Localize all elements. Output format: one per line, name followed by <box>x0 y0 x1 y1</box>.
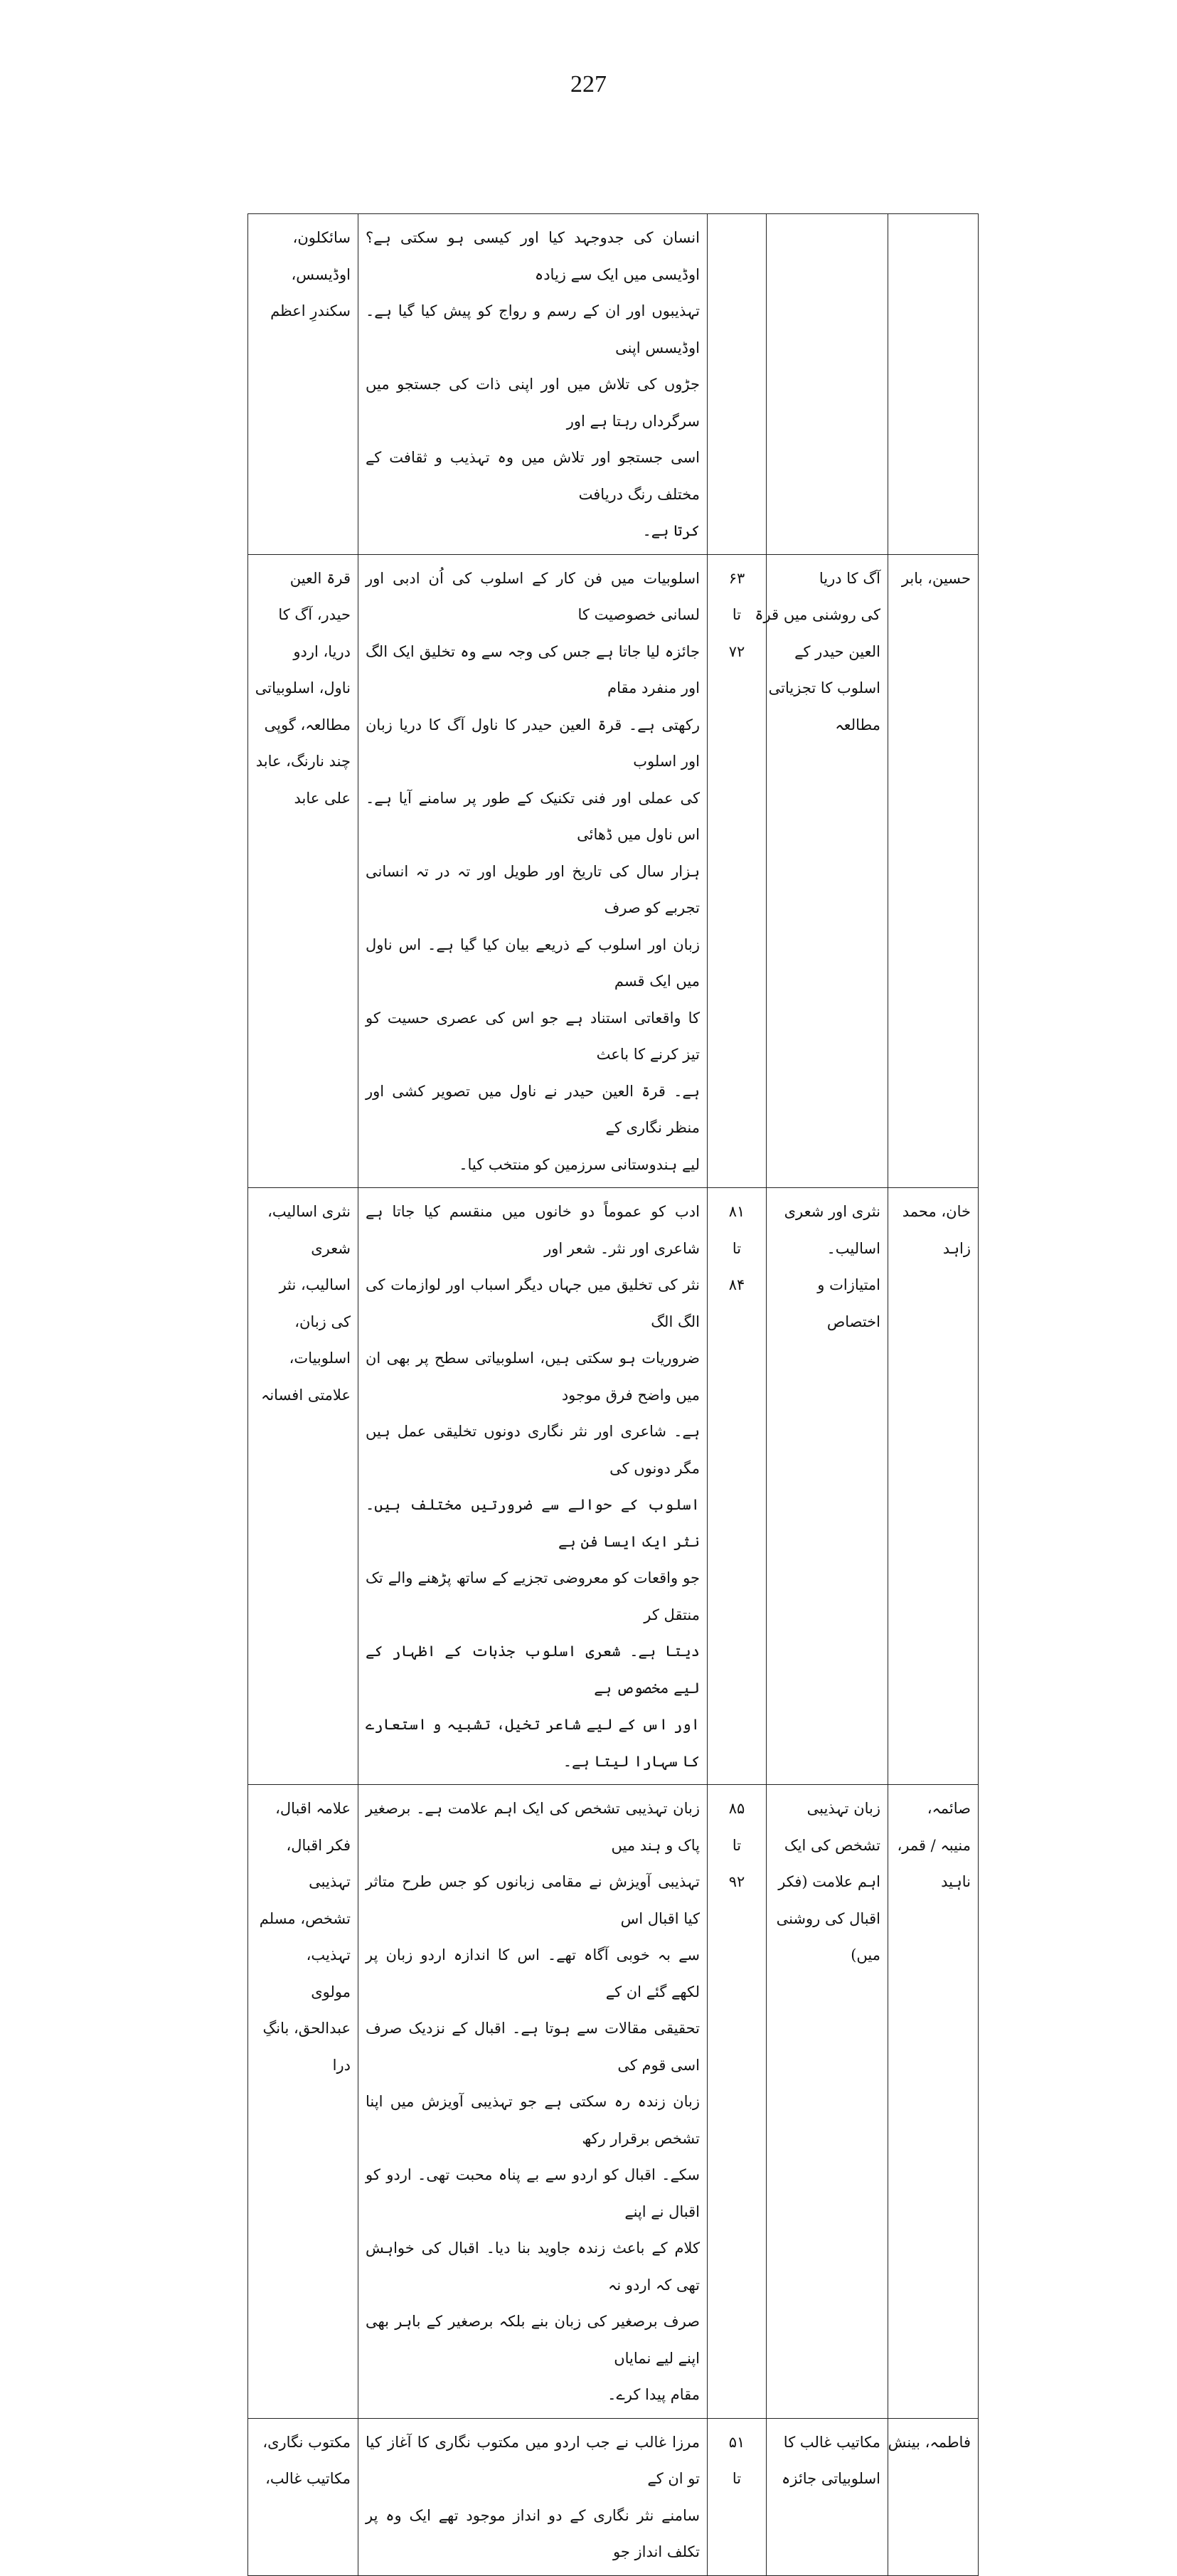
table-row <box>248 554 979 1188</box>
keywords-cell <box>248 1785 358 2419</box>
abstract-line: ہے۔ قرۃ العین حیدر نے ناول میں تصویر کشی اور منظر نگاری کے <box>366 1082 700 1136</box>
title-line: اسلوبیاتی جائزہ <box>782 2470 880 2487</box>
abstract-cell <box>358 1785 708 2419</box>
abstract-line: رکھتی ہے۔ قرۃ العین حیدر کا ناول آگ کا دریا زبان اور اسلوب <box>366 716 700 770</box>
abstract-line: اور اس کے لیے شاعر تخیل، تشبیہ و استعارے کا سہارا لیتا ہے۔ <box>366 1716 700 1770</box>
abstract-line: تحقیقی مقالات سے ہوتا ہے۔ اقبال کے نزدیک صرف اسی قوم کی <box>366 2020 700 2074</box>
abstract-line: کرتا ہے۔ <box>642 522 700 539</box>
abstract-line: جڑوں کی تلاش میں اور اپنی ذات کی جستجو میں سرگرداں رہتا ہے اور <box>366 376 700 430</box>
pages-line: ۶۳ <box>728 569 745 587</box>
title-line: اختصاص <box>826 1313 880 1330</box>
keywords-line: ناول، اسلوبیاتی <box>255 679 351 696</box>
abstract-cell <box>358 554 708 1188</box>
title-line: مکاتیب غالب کا <box>783 2433 880 2451</box>
keywords-line: شعری <box>311 1239 351 1257</box>
title-cell <box>767 1188 888 1785</box>
keywords-line: مکاتیب غالب، <box>265 2470 351 2487</box>
article-index-table <box>247 213 979 2576</box>
author-line: ناہید <box>941 1873 971 1890</box>
abstract-line: نثر کی تخلیق میں جہاں دیگر اسباب اور لوازمات کی الگ الگ <box>366 1276 700 1330</box>
keywords-line: علامتی افسانہ <box>261 1386 351 1404</box>
title-line: میں) <box>851 1946 880 1963</box>
keywords-line: چند نارنگ، عابد <box>255 753 351 770</box>
abstract-cell <box>358 1188 708 1785</box>
keywords-line: قرۃ العین <box>289 569 351 587</box>
abstract-line: ہے۔ شاعری اور نثر نگاری دونوں تخلیقی عمل ہیں مگر دونوں کی <box>366 1423 700 1477</box>
title-line: اہم علامت (فکر <box>778 1873 880 1890</box>
keywords-line: فکر اقبال، <box>286 1836 351 1854</box>
abstract-line: اسی جستجو اور تلاش میں وہ تہذیب و ثقافت کے مختلف رنگ دریافت <box>366 449 700 503</box>
abstract-cell <box>358 2418 708 2575</box>
abstract-line: تہذیبوں اور ان کے رسم و رواج کو پیش کیا گیا ہے۔ اوڈیسس اپنی <box>366 302 700 356</box>
abstract-line: اسلوبیات میں فن کار کے اسلوب کی اُن ادبی اور لسانی خصوصیت کا <box>366 569 700 623</box>
abstract-line: زبان اور اسلوب کے ذریعے بیان کیا گیا ہے۔ اس ناول میں ایک قسم <box>366 935 700 990</box>
title-line: نثری اور شعری <box>784 1203 880 1220</box>
title-line: اقبال کی روشنی <box>776 1909 880 1927</box>
author-cell <box>888 2418 979 2575</box>
title-line: امتیازات و <box>817 1276 880 1293</box>
pages-line: ۷۲ <box>728 642 745 660</box>
keywords-line: علی عابد <box>294 789 351 807</box>
abstract-line: انسان کی جدوجہد کیا اور کیسی ہو سکتی ہے؟ اوڈیسی میں ایک سے زیادہ <box>366 229 700 283</box>
pages-cell <box>708 1785 767 2419</box>
keywords-line: دریا، اردو <box>293 642 351 660</box>
pages-cell <box>708 1188 767 1785</box>
author-cell <box>888 554 979 1188</box>
keywords-line: کی زبان، <box>294 1313 351 1330</box>
keywords-line: مطالعہ، گوپی <box>264 716 351 733</box>
title-line: کی روشنی میں قرۃ <box>755 606 880 623</box>
keywords-cell <box>248 214 358 555</box>
title-cell <box>767 2418 888 2575</box>
keywords-line: علامہ اقبال، <box>275 1800 351 1817</box>
table-row <box>248 1785 979 2419</box>
keywords-cell <box>248 554 358 1188</box>
author-line: صائمہ، <box>927 1800 971 1817</box>
keywords-line: اسلوبیات، <box>289 1350 351 1367</box>
keywords-line: نثری اسالیب، <box>267 1203 351 1220</box>
keywords-line: تشخص، مسلم <box>259 1909 351 1927</box>
abstract-line: ادب کو عموماً دو خانوں میں منقسم کیا جاتا ہے شاعری اور نثر۔ شعر اور <box>366 1203 700 1257</box>
keywords-cell <box>248 2418 358 2575</box>
keywords-line: سائکلون، <box>292 229 351 246</box>
keywords-line: درا <box>332 2056 351 2074</box>
pages-cell <box>708 214 767 555</box>
pages-line: تا <box>732 2470 742 2487</box>
title-cell <box>767 1785 888 2419</box>
author-cell <box>888 1785 979 2419</box>
abstract-line: کا واقعاتی استناد ہے جو اس کی عصری حسیت کو تیز کرنے کا باعث <box>366 1009 700 1063</box>
abstract-line: زبان تہذیبی تشخص کی ایک اہم علامت ہے۔ برصغیر پاک و ہند میں <box>366 1800 700 1854</box>
keywords-line: مکتوب نگاری، <box>262 2433 351 2451</box>
abstract-line: زبان زندہ رہ سکتی ہے جو تہذیبی آویزش میں اپنا تشخص برقرار رکھ <box>366 2093 700 2147</box>
keywords-line: سکندرِ اعظم <box>270 302 351 319</box>
author-line: زاہد <box>942 1239 971 1257</box>
pages-line: ۹۲ <box>728 1873 745 1890</box>
title-line: اسالیب۔ <box>826 1239 880 1257</box>
keywords-cell <box>248 1188 358 1785</box>
page-number: 227 <box>570 71 607 97</box>
title-line: العین حیدر کے <box>794 642 880 660</box>
abstract-line: سامنے نثر نگاری کے دو انداز موجود تھے ایک وہ پر تکلف انداز جو <box>366 2506 700 2560</box>
title-line: تشخص کی ایک <box>784 1836 880 1854</box>
title-line: آگ کا دریا <box>819 569 880 587</box>
keywords-line: حیدر، آگ کا <box>278 606 351 623</box>
pages-line: ۸۴ <box>728 1276 745 1293</box>
abstract-line: سکے۔ اقبال کو اردو سے بے پناہ محبت تھی۔ اردو کو اقبال نے اپنے <box>366 2166 700 2220</box>
author-line: فاطمہ، بینش <box>888 2433 971 2451</box>
abstract-line: جائزہ لیا جاتا ہے جس کی وجہ سے وہ تخلیق ایک الگ اور منفرد مقام <box>366 642 700 696</box>
table-row <box>248 214 979 555</box>
abstract-line: کی عملی اور فنی تکنیک کے طور پر سامنے آیا ہے۔ اس ناول میں ڈھائی <box>366 789 700 843</box>
table-row <box>248 1188 979 1785</box>
table-row <box>248 2418 979 2575</box>
author-cell <box>888 214 979 555</box>
title-line: مطالعہ <box>835 716 880 733</box>
title-cell <box>767 214 888 555</box>
abstract-line: مقام پیدا کرے۔ <box>607 2386 700 2403</box>
keywords-line: اوڈیسس، <box>291 265 351 283</box>
abstract-line: لیے ہندوستانی سرزمین کو منتخب کیا۔ <box>459 1155 700 1173</box>
author-line: منیبہ / قمر، <box>897 1836 971 1854</box>
title-line: اسلوب کا تجزیاتی <box>768 679 880 696</box>
abstract-line: ضروریات ہو سکتی ہیں، اسلوبیاتی سطح پر بھی ان میں واضح فرق موجود <box>366 1350 700 1404</box>
author-line: حسین، بابر <box>901 569 971 587</box>
abstract-line: جو واقعات کو معروضی تجزیے کے ساتھ پڑھنے والے تک منتقل کر <box>366 1569 700 1623</box>
keywords-line: عبدالحق، بانگِ <box>262 2020 351 2037</box>
abstract-line: سے بہ خوبی آگاہ تھے۔ اس کا اندازہ اردو زبان پر لکھے گئے ان کے <box>366 1946 700 2000</box>
title-line: زبان تہذیبی <box>806 1800 880 1817</box>
abstract-line: تہذیبی آویزش نے مقامی زبانوں کو جس طرح متاثر کیا اقبال اس <box>366 1873 700 1927</box>
abstract-line: دیتا ہے۔ شعری اسلوب جذبات کے اظہار کے لیے مخصوص ہے <box>366 1643 700 1697</box>
author-cell <box>888 1188 979 1785</box>
pages-line: ۸۵ <box>728 1800 745 1817</box>
pages-cell <box>708 2418 767 2575</box>
pages-line: تا <box>732 1239 742 1257</box>
abstract-line: کلام کے باعث زندہ جاوید بنا دیا۔ اقبال کی خواہش تھی کہ اردو نہ <box>366 2240 700 2294</box>
author-line: خان، محمد <box>902 1203 971 1220</box>
title-cell <box>755 554 888 1188</box>
keywords-line: تہذیب، <box>306 1946 351 1963</box>
pages-line: ۸۱ <box>728 1203 745 1220</box>
abstract-line: اسلوب کے حوالے سے ضرورتیں مختلف ہیں۔ نثر ایک ایسا فن ہے <box>366 1496 700 1550</box>
pages-line: ۵۱ <box>728 2433 745 2451</box>
abstract-cell <box>358 214 708 555</box>
pages-cell <box>708 554 767 1188</box>
abstract-line: ہزار سال کی تاریخ اور طویل اور تہ در تہ انسانی تجربے کو صرف <box>366 862 700 916</box>
keywords-line: مولوی <box>311 1983 351 2000</box>
abstract-line: صرف برصغیر کی زبان بنے بلکہ برصغیر کے باہر بھی اپنے لیے نمایاں <box>366 2313 700 2367</box>
keywords-line: تہذیبی <box>309 1873 351 1890</box>
table-body <box>248 214 979 2576</box>
pages-line: تا <box>732 1836 742 1854</box>
pages-line: تا <box>732 606 742 623</box>
keywords-line: اسالیب، نثر <box>279 1276 351 1293</box>
abstract-line: مرزا غالب نے جب اردو میں مکتوب نگاری کا آغاز کیا تو ان کے <box>366 2433 700 2487</box>
